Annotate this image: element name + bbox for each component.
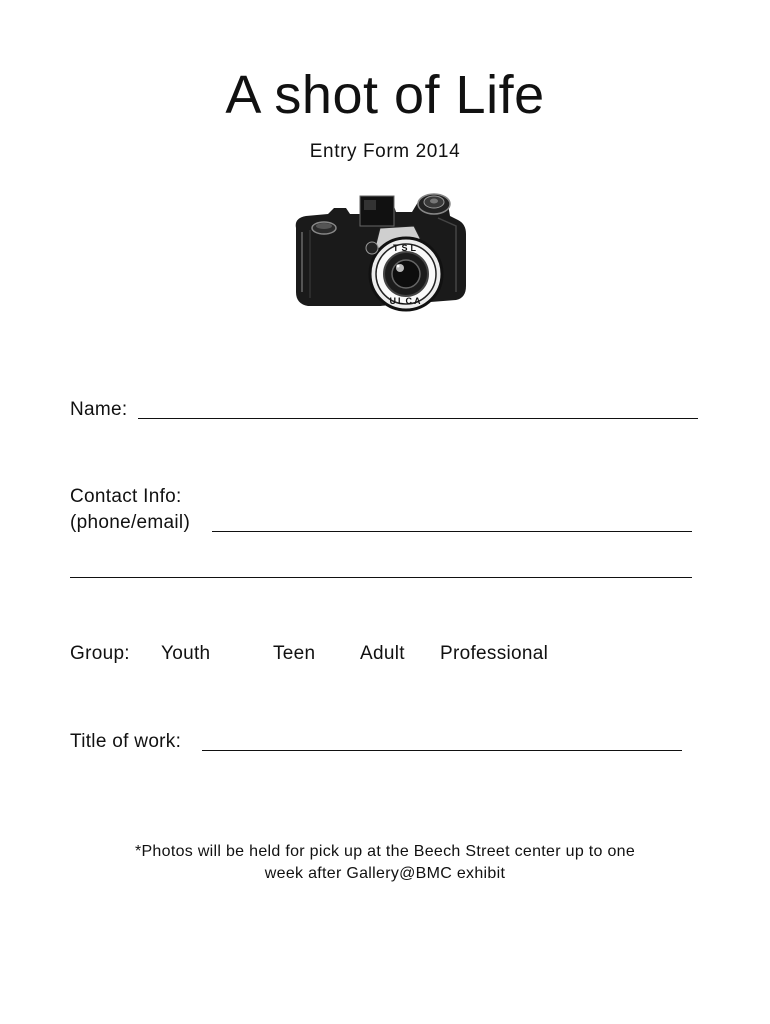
contact-info-sublabel: (phone/email) (70, 512, 191, 533)
form-subtitle: Entry Form 2014 (309, 141, 461, 162)
lens-top-text: TSL (393, 243, 419, 253)
title-of-work-field[interactable] (202, 750, 682, 751)
group-option-professional[interactable]: Professional (440, 643, 549, 664)
footnote-line-2: week after Gallery@BMC exhibit (264, 865, 506, 882)
contact-info-field[interactable] (212, 531, 692, 532)
lens-bottom-text: ULCA (389, 296, 423, 306)
name-label: Name: (70, 399, 128, 420)
contact-info-field-line-2[interactable] (70, 577, 692, 578)
name-field[interactable] (138, 418, 698, 419)
form-title: A shot of Life (225, 65, 545, 125)
group-option-youth[interactable]: Youth (161, 643, 211, 664)
vintage-camera-icon (288, 188, 470, 322)
contact-info-label: Contact Info: (70, 486, 182, 507)
title-of-work-label: Title of work: (70, 731, 182, 752)
group-option-adult[interactable]: Adult (360, 643, 405, 664)
group-option-teen[interactable]: Teen (273, 643, 316, 664)
footnote-line-1: *Photos will be held for pick up at the Beech Street center up to one (134, 843, 636, 860)
group-label: Group: (70, 643, 130, 664)
